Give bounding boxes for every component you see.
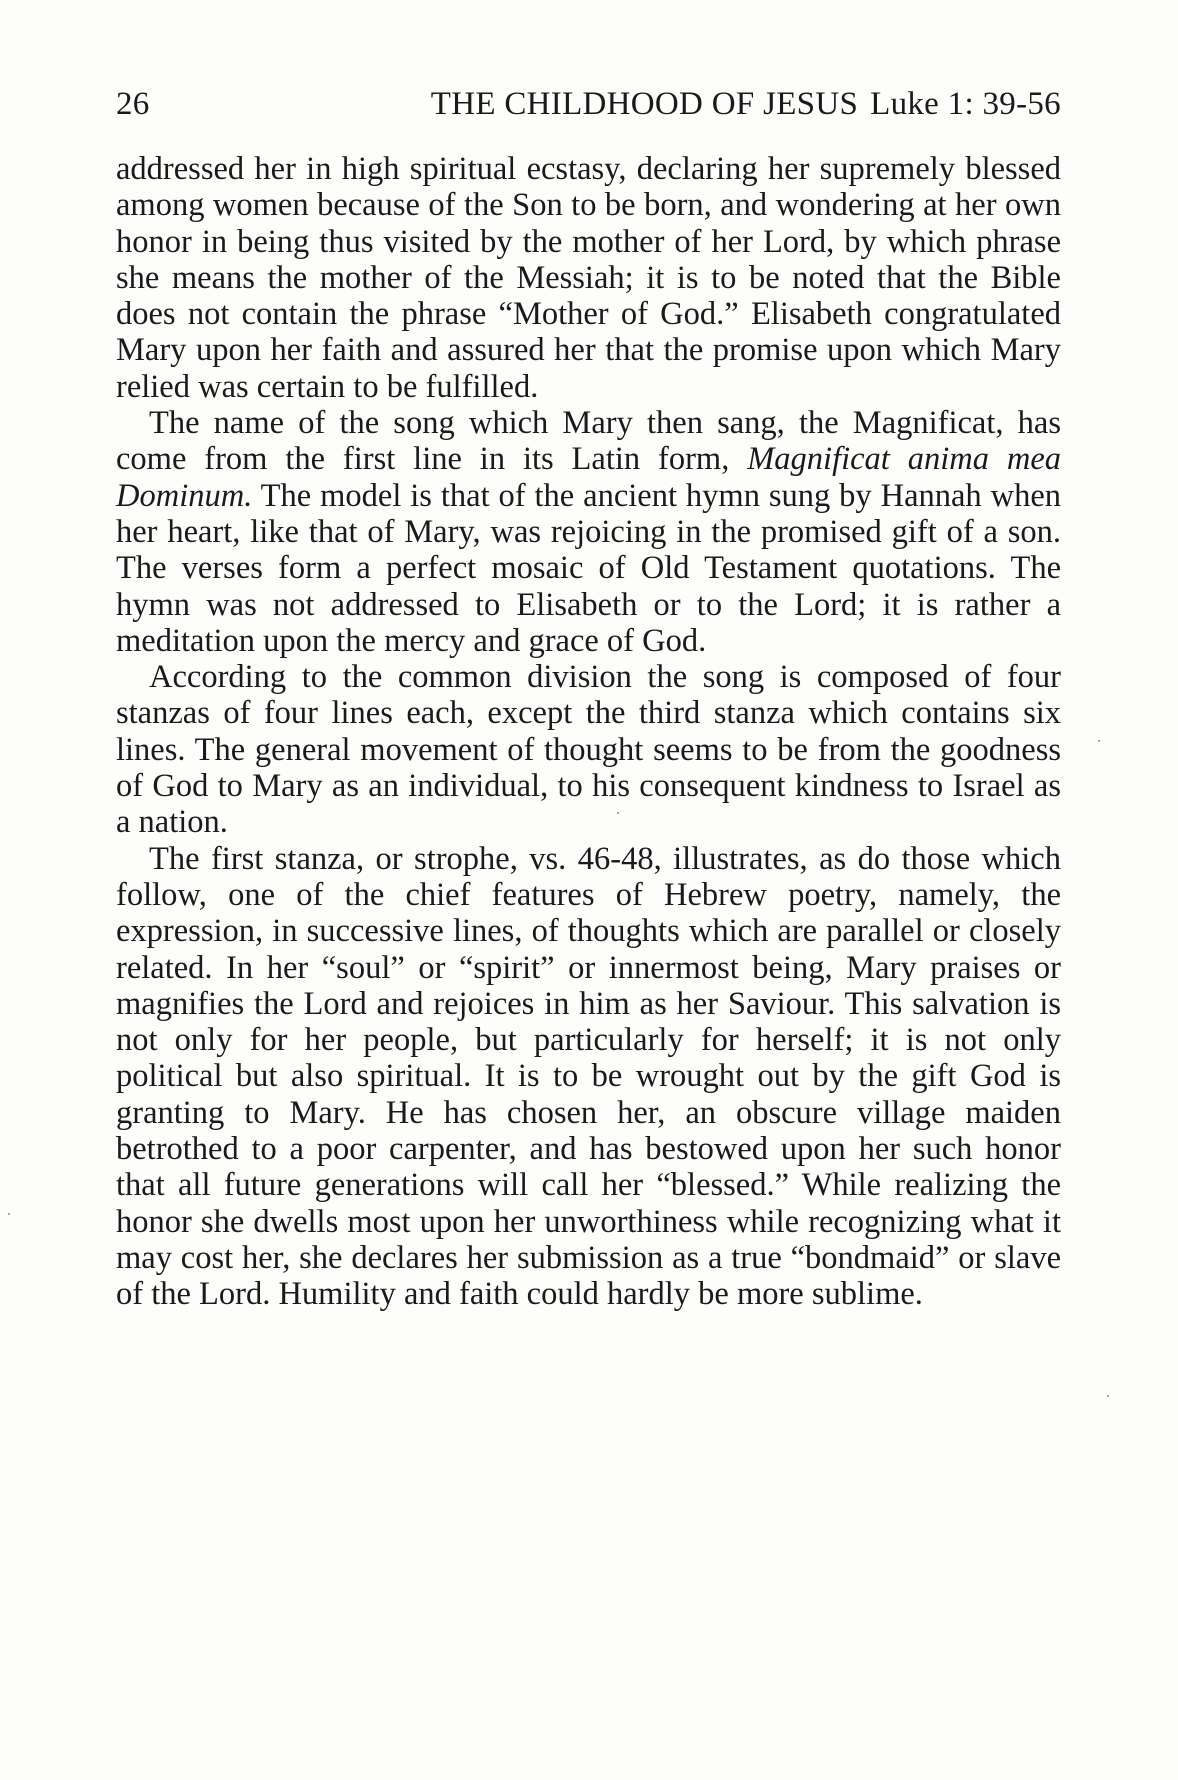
scripture-reference: Luke 1: 39-56 xyxy=(870,86,1061,122)
page-number: 26 xyxy=(116,86,150,122)
paper-speck xyxy=(617,812,619,814)
chapter-title: THE CHILDHOOD OF JESUS xyxy=(430,86,859,122)
paragraph-text: The model is that of the ancient hymn sung by Hannah when her heart, like that of Mary, was rejoicing in the promised gift of a son. The verses form a perfect mosaic of Old Testament quotations. The hymn was not addressed to Elisabeth or to the Lord; it is rather a meditation upon the mercy and grace of God. xyxy=(116,477,1061,659)
paper-speck xyxy=(1107,1395,1109,1397)
latin-phrase: Magnificat anima mea Dominum. xyxy=(116,441,1062,514)
paragraph-elisabeth-greeting: addressed her in high spiritual ecstasy, declaring her supremely blessed among women because of the Son to be born, and wondering at her own honor in being thus visited by the mother of her Lord, by which phrase she means the mother of the Messiah; it is to be noted that the Bible does not contain the phrase “Mother of God.” Elisabeth congratulated Mary upon her faith and assured her that the promise upon which Mary relied was certain to be fulfilled. xyxy=(116,151,1061,405)
paper-speck xyxy=(8,1213,10,1215)
paragraph-magnificat-name xyxy=(116,405,1061,659)
running-title xyxy=(431,82,1061,126)
body-text xyxy=(116,151,1061,1313)
paragraph-stanza-division: According to the common division the song is composed of four stanzas of four lines each, except the third stanza which contains six lines. The general movement of thought seems to be from the goodness of God to Mary as an individual, to his consequent kindness to Israel as a nation. xyxy=(116,659,1061,841)
running-head xyxy=(116,82,1061,126)
paragraph-first-stanza: The first stanza, or strophe, vs. 46-48, illustrates, as do those which follow, one of the chief features of Hebrew poetry, namely, the expression, in successive lines, of thoughts which are parallel or closely related. In her “soul” or “spirit” or innermost being, Mary praises or magnifies the Lord and rejoices in him as her Saviour. This salvation is not only for her people, but particularly for herself; it is not only political but also spiritual. It is to be wrought out by the gift God is granting to Mary. He has chosen her, an obscure village maiden betrothed to a poor carpenter, and has bestowed upon her such honor that all future generations will call her “blessed.” While realizing the honor she dwells most upon her unworthiness while recognizing what it may cost her, she declares her submission as a true “bondmaid” or slave of the Lord. Humility and faith could hardly be more sublime. xyxy=(116,840,1061,1313)
paragraph-text: The name of the song which Mary then sang, the Magnificat, has come from the first line in its Latin form, xyxy=(116,405,1061,478)
paper-speck xyxy=(1098,740,1100,742)
